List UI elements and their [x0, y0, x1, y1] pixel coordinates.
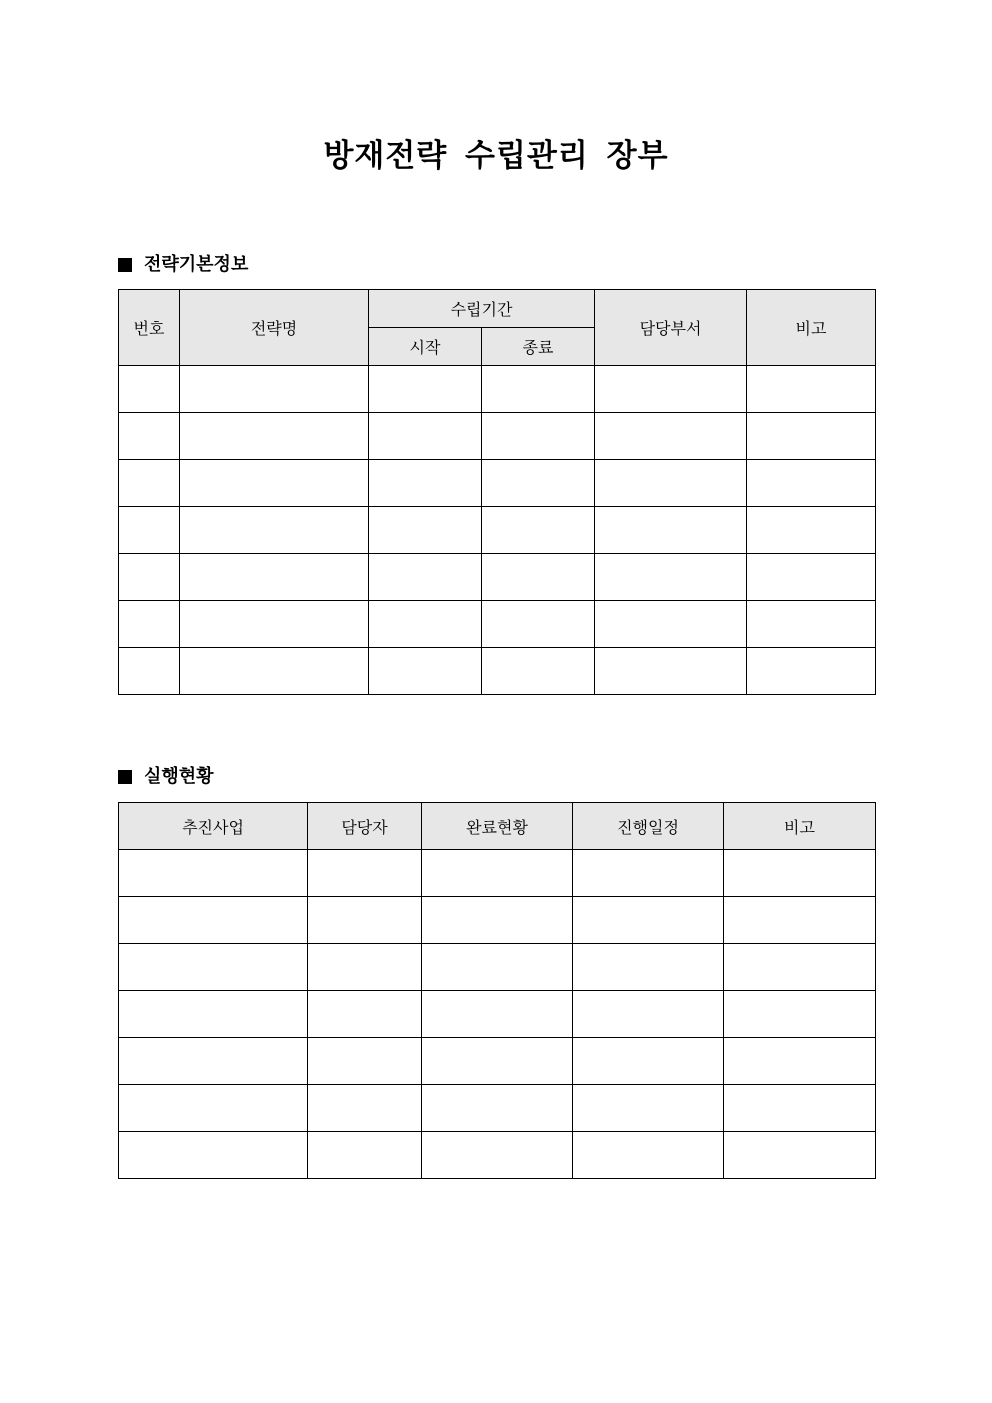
table-row [119, 507, 876, 554]
table-cell[interactable] [482, 507, 595, 554]
table-cell[interactable] [422, 1132, 573, 1179]
table-row [119, 1132, 876, 1179]
table-cell[interactable] [747, 413, 876, 460]
section-heading-execution-status [118, 765, 214, 789]
section-heading-label: 실행현황 [144, 766, 214, 787]
table-cell[interactable] [119, 850, 308, 897]
table-row [119, 991, 876, 1038]
table-row [119, 1038, 876, 1085]
table-cell[interactable] [308, 1132, 422, 1179]
header-remarks: 비고 [724, 803, 876, 850]
table-row [119, 460, 876, 507]
table-row [119, 366, 876, 413]
table-cell[interactable] [119, 507, 180, 554]
table-row [119, 850, 876, 897]
table-row [119, 648, 876, 695]
black-square-bullet-icon [118, 770, 132, 784]
table-cell[interactable] [747, 601, 876, 648]
table-cell[interactable] [308, 1038, 422, 1085]
table-cell[interactable] [119, 366, 180, 413]
table-cell[interactable] [747, 366, 876, 413]
table-cell[interactable] [482, 648, 595, 695]
section-heading-label: 전략기본정보 [144, 254, 249, 275]
table-cell[interactable] [119, 1085, 308, 1132]
table-cell[interactable] [422, 897, 573, 944]
table-cell[interactable] [369, 601, 482, 648]
table-row [119, 554, 876, 601]
table-cell[interactable] [482, 601, 595, 648]
table-cell[interactable] [180, 507, 369, 554]
header-department: 담당부서 [595, 290, 747, 366]
table-cell[interactable] [573, 850, 724, 897]
table-cell[interactable] [180, 648, 369, 695]
table-cell[interactable] [180, 366, 369, 413]
table-cell[interactable] [308, 944, 422, 991]
black-square-bullet-icon [118, 258, 132, 272]
header-remarks: 비고 [747, 290, 876, 366]
table-cell[interactable] [422, 850, 573, 897]
table-cell[interactable] [724, 897, 876, 944]
table-cell[interactable] [595, 554, 747, 601]
table-cell[interactable] [180, 601, 369, 648]
table-cell[interactable] [369, 554, 482, 601]
table-cell[interactable] [747, 554, 876, 601]
header-period-start: 시작 [369, 328, 482, 366]
table-row [119, 897, 876, 944]
table-cell[interactable] [422, 1038, 573, 1085]
table-cell[interactable] [422, 1085, 573, 1132]
table-cell[interactable] [180, 413, 369, 460]
table-cell[interactable] [308, 991, 422, 1038]
table-cell[interactable] [119, 413, 180, 460]
table-cell[interactable] [369, 366, 482, 413]
document-title: 방재전략 수립관리 장부 [323, 138, 669, 174]
execution-status-table-body [119, 850, 876, 1179]
table-cell[interactable] [724, 1038, 876, 1085]
table-cell[interactable] [595, 413, 747, 460]
strategy-info-table-body [119, 366, 876, 695]
table-cell[interactable] [747, 648, 876, 695]
section-heading-strategy-info [118, 253, 248, 277]
table-cell[interactable] [482, 554, 595, 601]
table-cell[interactable] [573, 944, 724, 991]
table-cell[interactable] [595, 460, 747, 507]
table-cell[interactable] [573, 1038, 724, 1085]
table-cell[interactable] [595, 648, 747, 695]
table-cell[interactable] [422, 991, 573, 1038]
table-row [119, 944, 876, 991]
table-cell[interactable] [180, 554, 369, 601]
table-cell[interactable] [422, 944, 573, 991]
table-cell[interactable] [119, 991, 308, 1038]
table-cell[interactable] [308, 850, 422, 897]
table-cell[interactable] [724, 991, 876, 1038]
table-cell[interactable] [119, 601, 180, 648]
table-row [119, 601, 876, 648]
table-cell[interactable] [369, 648, 482, 695]
table-cell[interactable] [308, 1085, 422, 1132]
table-cell[interactable] [482, 413, 595, 460]
table-cell[interactable] [482, 366, 595, 413]
table-row [119, 413, 876, 460]
table-cell[interactable] [747, 460, 876, 507]
table-cell[interactable] [369, 460, 482, 507]
table-cell[interactable] [747, 507, 876, 554]
table-cell[interactable] [573, 1085, 724, 1132]
table-cell[interactable] [119, 1038, 308, 1085]
table-cell[interactable] [369, 413, 482, 460]
table-cell[interactable] [595, 507, 747, 554]
table-cell[interactable] [180, 460, 369, 507]
table-cell[interactable] [119, 648, 180, 695]
table-cell[interactable] [724, 944, 876, 991]
table-cell[interactable] [482, 460, 595, 507]
table-cell[interactable] [119, 944, 308, 991]
table-cell[interactable] [724, 1085, 876, 1132]
table-cell[interactable] [724, 850, 876, 897]
table-cell[interactable] [724, 1132, 876, 1179]
table-cell[interactable] [573, 1132, 724, 1179]
header-completion-status: 완료현황 [422, 803, 573, 850]
table-cell[interactable] [595, 601, 747, 648]
header-number: 번호 [119, 290, 180, 366]
table-cell[interactable] [573, 991, 724, 1038]
header-schedule: 진행일정 [573, 803, 724, 850]
table-cell[interactable] [595, 366, 747, 413]
table-cell[interactable] [369, 507, 482, 554]
execution-status-table [118, 802, 876, 1179]
table-cell[interactable] [119, 897, 308, 944]
table-cell[interactable] [308, 897, 422, 944]
header-person-in-charge: 담당자 [308, 803, 422, 850]
table-cell[interactable] [573, 897, 724, 944]
table-cell[interactable] [119, 460, 180, 507]
table-row [119, 1085, 876, 1132]
header-strategy-name: 전략명 [180, 290, 369, 366]
header-project: 추진사업 [119, 803, 308, 850]
header-period-end: 종료 [482, 328, 595, 366]
strategy-info-table [118, 289, 876, 695]
header-period: 수립기간 [369, 290, 595, 328]
table-cell[interactable] [119, 554, 180, 601]
table-cell[interactable] [119, 1132, 308, 1179]
